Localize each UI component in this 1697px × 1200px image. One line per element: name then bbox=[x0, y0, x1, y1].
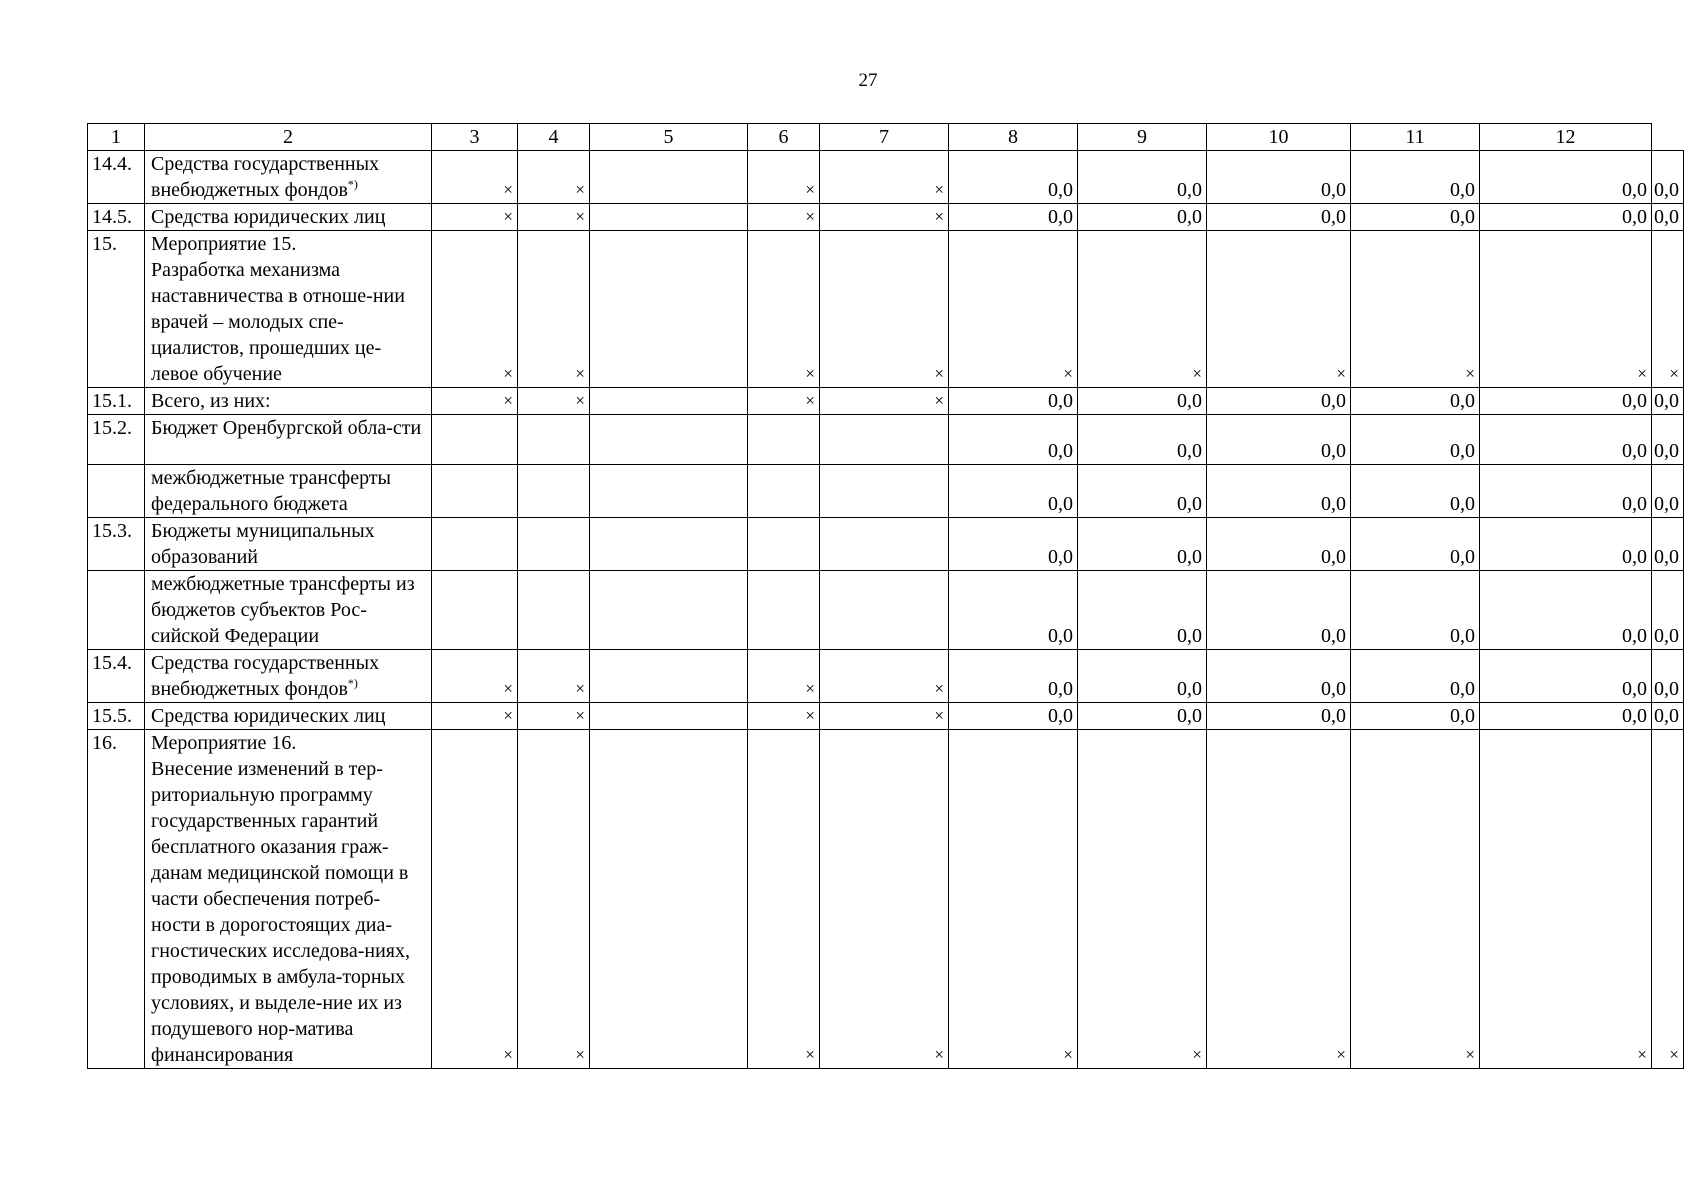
row-name bbox=[145, 388, 432, 415]
row-name-text: Средства юридических лиц bbox=[151, 705, 386, 727]
value-cell-col-3 bbox=[432, 518, 518, 571]
value-cell-col-9: 0,0 bbox=[1078, 151, 1207, 204]
column-header-9: 9 bbox=[1078, 124, 1207, 151]
value-cell-col-11: 0,0 bbox=[1351, 465, 1480, 518]
value-cell-col-7: × bbox=[820, 650, 949, 703]
row-number: 16. bbox=[88, 730, 145, 1069]
value-cell-col-5 bbox=[590, 231, 748, 388]
value-cell-col-11: × bbox=[1351, 730, 1480, 1069]
value-cell-col-4: × bbox=[518, 204, 590, 231]
value-cell-col-3: × bbox=[432, 388, 518, 415]
value-cell-col-10: 0,0 bbox=[1207, 650, 1351, 703]
value-cell-col-7 bbox=[820, 518, 949, 571]
row-name-text: Средства юридических лиц bbox=[151, 206, 386, 228]
column-header-2: 2 bbox=[145, 124, 432, 151]
value-cell-col-5 bbox=[590, 204, 748, 231]
budget-table bbox=[87, 123, 1684, 1069]
column-header-11: 11 bbox=[1351, 124, 1480, 151]
value-cell-col-13: 0,0 bbox=[1652, 571, 1684, 650]
row-name-text: межбюджетные трансферты федерального бюджета bbox=[151, 467, 391, 515]
value-cell-col-6: × bbox=[748, 703, 820, 730]
value-cell-col-10: 0,0 bbox=[1207, 204, 1351, 231]
value-cell-col-7: × bbox=[820, 204, 949, 231]
value-cell-col-13: 0,0 bbox=[1652, 650, 1684, 703]
value-cell-col-7: × bbox=[820, 231, 949, 388]
value-cell-col-8: × bbox=[949, 730, 1078, 1069]
value-cell-col-3 bbox=[432, 465, 518, 518]
row-name-text: Бюджет Оренбургской обла-сти bbox=[151, 417, 422, 439]
value-cell-col-10: 0,0 bbox=[1207, 388, 1351, 415]
column-header-12: 12 bbox=[1480, 124, 1652, 151]
table-row bbox=[88, 730, 1684, 1069]
column-header-7: 7 bbox=[820, 124, 949, 151]
value-cell-col-10: × bbox=[1207, 231, 1351, 388]
row-number: 15.4. bbox=[88, 650, 145, 703]
table-row bbox=[88, 650, 1684, 703]
value-cell-col-13: 0,0 bbox=[1652, 204, 1684, 231]
value-cell-col-8: 0,0 bbox=[949, 650, 1078, 703]
table-row bbox=[88, 231, 1684, 388]
value-cell-col-12: × bbox=[1480, 231, 1652, 388]
row-number: 15.2. bbox=[88, 415, 145, 465]
row-name-text: Мероприятие 16. Внесение изменений в тер-риториальную программу государственных гарантий бесплатного оказания граж-данам медицинской помощи в части обеспечения потреб-ности в дорогостоящих диа-гностических исследова-ниях, проводимых в амбула-торных условиях, и выделе-ние их из подушевого нор-матива финансирования bbox=[151, 732, 411, 1066]
value-cell-col-8: 0,0 bbox=[949, 465, 1078, 518]
value-cell-col-11: 0,0 bbox=[1351, 650, 1480, 703]
footnote-marker: *) bbox=[347, 177, 358, 191]
value-cell-col-13: 0,0 bbox=[1652, 703, 1684, 730]
value-cell-col-12: 0,0 bbox=[1480, 518, 1652, 571]
value-cell-col-4 bbox=[518, 518, 590, 571]
row-name bbox=[145, 151, 432, 204]
table-row bbox=[88, 204, 1684, 231]
value-cell-col-4: × bbox=[518, 231, 590, 388]
value-cell-col-8: 0,0 bbox=[949, 151, 1078, 204]
value-cell-col-5 bbox=[590, 730, 748, 1069]
value-cell-col-6 bbox=[748, 415, 820, 465]
table-row bbox=[88, 151, 1684, 204]
column-header-6: 6 bbox=[748, 124, 820, 151]
value-cell-col-6: × bbox=[748, 151, 820, 204]
value-cell-col-9: 0,0 bbox=[1078, 465, 1207, 518]
value-cell-col-6: × bbox=[748, 650, 820, 703]
value-cell-col-5 bbox=[590, 518, 748, 571]
value-cell-col-3: × bbox=[432, 151, 518, 204]
value-cell-col-9: 0,0 bbox=[1078, 650, 1207, 703]
row-number: 14.4. bbox=[88, 151, 145, 204]
row-name-text: Средства государственных внебюджетных фондов bbox=[151, 153, 380, 201]
row-number: 15. bbox=[88, 231, 145, 388]
value-cell-col-12: 0,0 bbox=[1480, 204, 1652, 231]
value-cell-col-12: 0,0 bbox=[1480, 650, 1652, 703]
value-cell-col-5 bbox=[590, 415, 748, 465]
value-cell-col-3: × bbox=[432, 730, 518, 1069]
value-cell-col-9: × bbox=[1078, 231, 1207, 388]
value-cell-col-13: 0,0 bbox=[1652, 388, 1684, 415]
value-cell-col-9: 0,0 bbox=[1078, 204, 1207, 231]
value-cell-col-12: 0,0 bbox=[1480, 388, 1652, 415]
row-name-text: Бюджеты муниципальных образований bbox=[151, 520, 375, 568]
value-cell-col-11: 0,0 bbox=[1351, 204, 1480, 231]
value-cell-col-9: × bbox=[1078, 730, 1207, 1069]
value-cell-col-4: × bbox=[518, 388, 590, 415]
value-cell-col-8: 0,0 bbox=[949, 571, 1078, 650]
value-cell-col-12: 0,0 bbox=[1480, 465, 1652, 518]
table-row bbox=[88, 703, 1684, 730]
value-cell-col-11: 0,0 bbox=[1351, 388, 1480, 415]
value-cell-col-6: × bbox=[748, 388, 820, 415]
row-name bbox=[145, 465, 432, 518]
value-cell-col-10: × bbox=[1207, 730, 1351, 1069]
value-cell-col-11: 0,0 bbox=[1351, 415, 1480, 465]
value-cell-col-12: 0,0 bbox=[1480, 571, 1652, 650]
value-cell-col-5 bbox=[590, 388, 748, 415]
value-cell-col-8: 0,0 bbox=[949, 415, 1078, 465]
value-cell-col-4: × bbox=[518, 151, 590, 204]
value-cell-col-10: 0,0 bbox=[1207, 571, 1351, 650]
value-cell-col-9: 0,0 bbox=[1078, 415, 1207, 465]
value-cell-col-13: 0,0 bbox=[1652, 151, 1684, 204]
table-row bbox=[88, 465, 1684, 518]
row-number bbox=[88, 571, 145, 650]
value-cell-col-9: 0,0 bbox=[1078, 703, 1207, 730]
value-cell-col-13: 0,0 bbox=[1652, 518, 1684, 571]
row-name bbox=[145, 204, 432, 231]
row-name-text: межбюджетные трансферты из бюджетов субъектов Рос-сийской Федерации bbox=[151, 573, 415, 647]
row-number: 15.5. bbox=[88, 703, 145, 730]
row-number: 15.3. bbox=[88, 518, 145, 571]
column-header-8: 8 bbox=[949, 124, 1078, 151]
value-cell-col-7 bbox=[820, 465, 949, 518]
value-cell-col-8: 0,0 bbox=[949, 518, 1078, 571]
value-cell-col-4: × bbox=[518, 650, 590, 703]
value-cell-col-10: 0,0 bbox=[1207, 518, 1351, 571]
value-cell-col-4: × bbox=[518, 703, 590, 730]
value-cell-col-11: 0,0 bbox=[1351, 571, 1480, 650]
value-cell-col-8: × bbox=[949, 231, 1078, 388]
value-cell-col-7 bbox=[820, 415, 949, 465]
table-row bbox=[88, 388, 1684, 415]
row-name bbox=[145, 650, 432, 703]
value-cell-col-6: × bbox=[748, 730, 820, 1069]
value-cell-col-3: × bbox=[432, 650, 518, 703]
value-cell-col-12: 0,0 bbox=[1480, 151, 1652, 204]
value-cell-col-6 bbox=[748, 465, 820, 518]
column-header-10: 10 bbox=[1207, 124, 1351, 151]
value-cell-col-9: 0,0 bbox=[1078, 518, 1207, 571]
value-cell-col-11: 0,0 bbox=[1351, 151, 1480, 204]
page-number: 27 bbox=[858, 70, 878, 91]
row-name bbox=[145, 231, 432, 388]
row-name bbox=[145, 518, 432, 571]
value-cell-col-6 bbox=[748, 571, 820, 650]
value-cell-col-8: 0,0 bbox=[949, 388, 1078, 415]
table-row bbox=[88, 518, 1684, 571]
value-cell-col-8: 0,0 bbox=[949, 703, 1078, 730]
footnote-marker: *) bbox=[347, 676, 358, 690]
value-cell-col-7: × bbox=[820, 151, 949, 204]
value-cell-col-9: 0,0 bbox=[1078, 388, 1207, 415]
value-cell-col-13: 0,0 bbox=[1652, 465, 1684, 518]
value-cell-col-6: × bbox=[748, 204, 820, 231]
row-number bbox=[88, 465, 145, 518]
value-cell-col-12: 0,0 bbox=[1480, 415, 1652, 465]
row-name bbox=[145, 730, 432, 1069]
column-header-5: 5 bbox=[590, 124, 748, 151]
value-cell-col-4 bbox=[518, 571, 590, 650]
value-cell-col-13: × bbox=[1652, 231, 1684, 388]
value-cell-col-3 bbox=[432, 571, 518, 650]
value-cell-col-9: 0,0 bbox=[1078, 571, 1207, 650]
table-row bbox=[88, 571, 1684, 650]
value-cell-col-4: × bbox=[518, 730, 590, 1069]
value-cell-col-13: 0,0 bbox=[1652, 415, 1684, 465]
value-cell-col-5 bbox=[590, 571, 748, 650]
value-cell-col-4 bbox=[518, 465, 590, 518]
value-cell-col-10: 0,0 bbox=[1207, 465, 1351, 518]
table-row bbox=[88, 415, 1684, 465]
value-cell-col-13: × bbox=[1652, 730, 1684, 1069]
value-cell-col-10: 0,0 bbox=[1207, 415, 1351, 465]
value-cell-col-3: × bbox=[432, 204, 518, 231]
row-number: 15.1. bbox=[88, 388, 145, 415]
value-cell-col-6 bbox=[748, 518, 820, 571]
column-header-1: 1 bbox=[88, 124, 145, 151]
row-name bbox=[145, 571, 432, 650]
value-cell-col-11: 0,0 bbox=[1351, 703, 1480, 730]
value-cell-col-3: × bbox=[432, 703, 518, 730]
table-header-row bbox=[88, 124, 1684, 151]
value-cell-col-3: × bbox=[432, 231, 518, 388]
value-cell-col-3 bbox=[432, 415, 518, 465]
row-name bbox=[145, 703, 432, 730]
value-cell-col-11: × bbox=[1351, 231, 1480, 388]
value-cell-col-5 bbox=[590, 703, 748, 730]
value-cell-col-11: 0,0 bbox=[1351, 518, 1480, 571]
value-cell-col-4 bbox=[518, 415, 590, 465]
value-cell-col-12: × bbox=[1480, 730, 1652, 1069]
row-name bbox=[145, 415, 432, 465]
value-cell-col-7: × bbox=[820, 703, 949, 730]
value-cell-col-6: × bbox=[748, 231, 820, 388]
value-cell-col-5 bbox=[590, 465, 748, 518]
row-name-text: Всего, из них: bbox=[151, 390, 271, 412]
value-cell-col-5 bbox=[590, 151, 748, 204]
value-cell-col-7: × bbox=[820, 730, 949, 1069]
value-cell-col-10: 0,0 bbox=[1207, 151, 1351, 204]
value-cell-col-12: 0,0 bbox=[1480, 703, 1652, 730]
value-cell-col-7: × bbox=[820, 388, 949, 415]
column-header-3: 3 bbox=[432, 124, 518, 151]
row-number: 14.5. bbox=[88, 204, 145, 231]
row-name-text: Мероприятие 15. Разработка механизма наставничества в отноше-нии врачей – молодых спе-циалистов, прошедших це-левое обучение bbox=[151, 233, 405, 385]
row-name-text: Средства государственных внебюджетных фондов bbox=[151, 652, 380, 700]
column-header-4: 4 bbox=[518, 124, 590, 151]
value-cell-col-7 bbox=[820, 571, 949, 650]
value-cell-col-5 bbox=[590, 650, 748, 703]
value-cell-col-8: 0,0 bbox=[949, 204, 1078, 231]
value-cell-col-10: 0,0 bbox=[1207, 703, 1351, 730]
